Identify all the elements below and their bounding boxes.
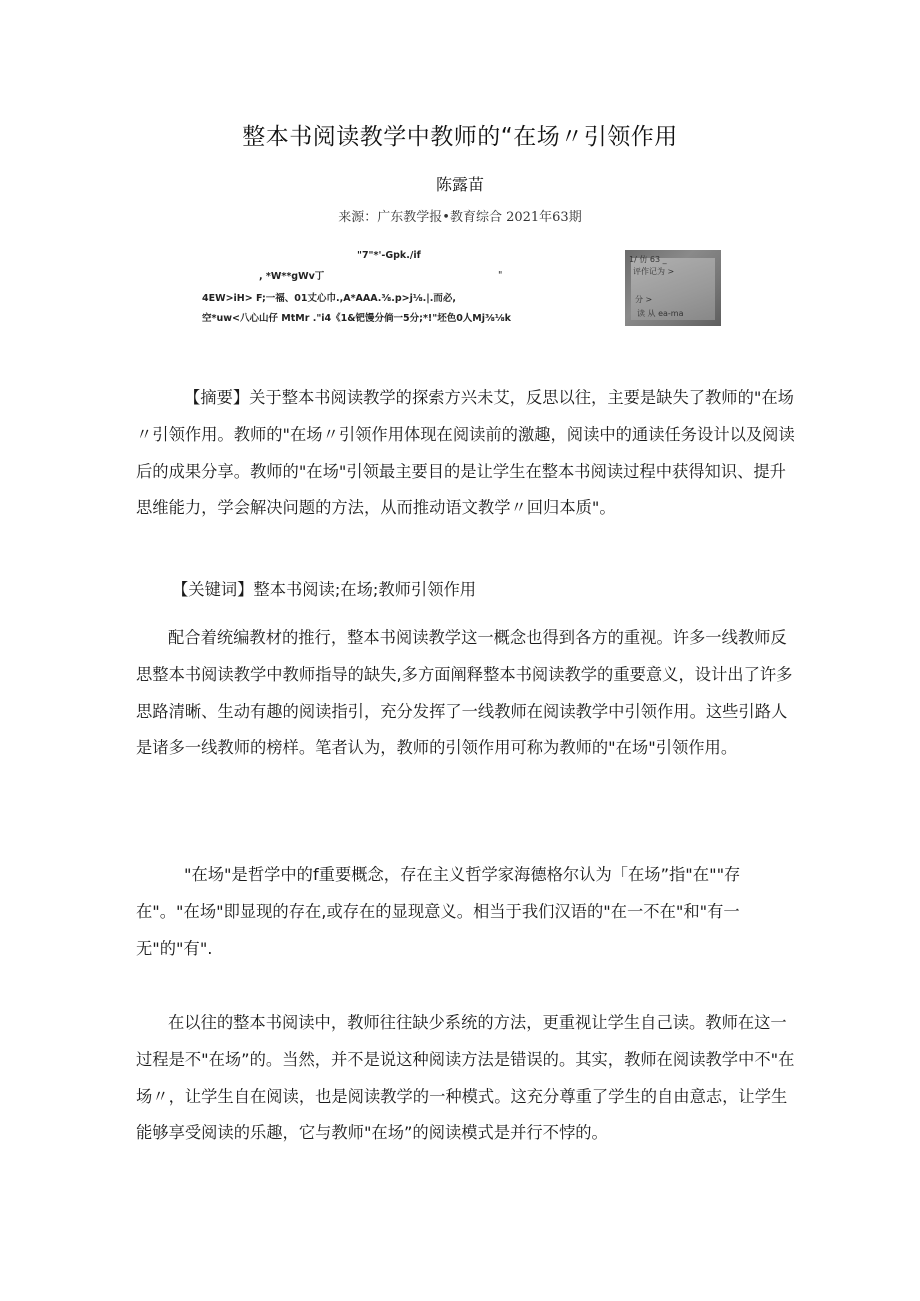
- intro-paragraph: 配合着统编教材的推行，整本书阅读教学这一概念也得到各方的重视。许多一线教师反思整本书阅读教学中教师指导的缺失,多方面阐释整本书阅读教学的重要意义，设计出了许多思路清晰、生动有趣的阅读指引，充分发挥了一线教师在阅读教学中引领作用。这些引路人是诸多一线教师的榜样。笔者认为，教师的引领作用可称为教师的"在场"引领作用。: [136, 628, 793, 758]
- photo-scribble-3: 分 >: [635, 295, 653, 304]
- scan-noise-line-3: 4EW>iH> F;一福、01丈心巾.,A*AAA.⅜.p>j⅛.|.而必,: [202, 293, 456, 304]
- author-name: 陈露苗: [435, 175, 484, 194]
- photo-scribble-2: 评作记为 >: [633, 267, 675, 276]
- scan-noise-mark: ": [498, 270, 503, 281]
- scan-noise-line-4: 空*uw<八心山仔 MtMr ."i4《1&钯馒分倘一5分;*!"坯色0人Mj⅜⅛k: [202, 313, 512, 324]
- photo-scribble-1: 1/ 仿 63 _: [629, 255, 667, 264]
- source-line: 来源：广东教学报•教育综合 2021年63期: [338, 210, 582, 225]
- photo-scribble-4: 读 从 ea-ma: [637, 309, 684, 318]
- handwritten-note-photo: [625, 250, 721, 326]
- scan-noise-line-1: "7"*'-Gpk./if: [357, 250, 421, 261]
- abstract-paragraph: 【摘要】关于整本书阅读教学的探索方兴未艾，反思以往，主要是缺失了教师的"在场〃引领作用。教师的"在场〃引领作用体现在阅读前的激趣，阅读中的通读任务设计以及阅读后的成果分享。教师的"在场"引领最主要目的是让学生在整本书阅读过程中获得知识、提升思维能力，学会解决问题的方法，从而推动语文教学〃回归本质"。: [136, 388, 795, 518]
- article-title: 整本书阅读教学中教师的“在场〃引领作用: [242, 124, 678, 150]
- keywords-paragraph: 【关键词】整本书阅读;在场;教师引领作用: [172, 580, 477, 599]
- zaichang-definition-paragraph: "在场"是哲学中的f重要概念，存在主义哲学家海德格尔认为「在场”指"在""存在"。"在场"即显现的存在,或存在的显现意义。相当于我们汉语的"在一不在"和"有一无"的"有".: [136, 865, 741, 958]
- past-practice-paragraph: 在以往的整本书阅读中，教师往往缺少系统的方法，更重视让学生自己读。教师在这一过程是不"在场”的。当然，并不是说这种阅读方法是错误的。其实，教师在阅读教学中不"在场〃，让学生自在阅读，也是阅读教学的一种模式。这充分尊重了学生的自由意志，让学生能够享受阅读的乐趣，它与教师"在场”的阅读模式是并行不悖的。: [136, 1013, 795, 1143]
- scan-noise-line-2: , *W**gWv丁: [259, 271, 325, 282]
